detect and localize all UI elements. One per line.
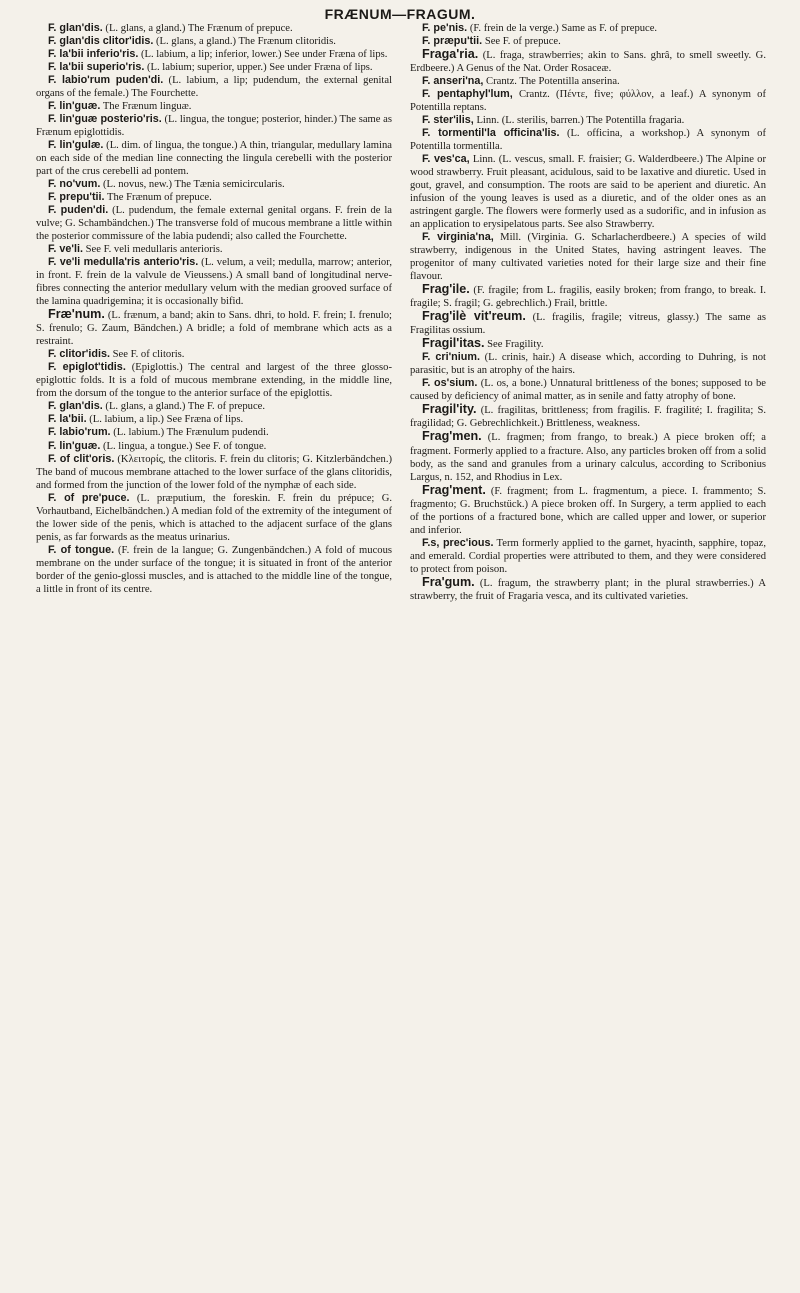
entry-definition: Mill. (Virginia. G. Scharlacherdbeere.) A species of wild strawberry, indigenous in the United States, having astringent leaves. The progenitor of many cultivated varieties noted for their large size and their fine flavour. bbox=[410, 232, 766, 283]
entry-headword: Frag'ile. bbox=[422, 282, 470, 297]
entry-headword: F. pentaphyl'lum, bbox=[422, 88, 513, 101]
entry-headword: F. lin'gulæ. bbox=[48, 139, 104, 152]
dictionary-entry bbox=[36, 426, 392, 439]
entry-definition: (Epiglottis.) The central and largest of the three glosso-epiglottic folds. It is a fold of mucous membrane extending, in the middle line, from the dorsum of the tongue to the anterior surface of the epiglottis. bbox=[36, 362, 392, 400]
entry-definition: (L. dim. of lingua, the tongue.) A thin, triangular, medullary lamina on each side of the median line connecting the lingula cerebelli with the posterior part of the crus cerebelli ad pontem. bbox=[36, 140, 392, 178]
entry-definition: (L. labium.) The Frænulum pudendi. bbox=[113, 427, 269, 439]
entry-definition: (L. velum, a veil; medulla, marrow; anterior, in front. F. frein de la valvule de Vieussens.) A small band of longitudinal nerve-fibres connecting the anterior medullary velum with the median grooved surface of the lamina quadrigemina; it is occasionally bifid. bbox=[36, 257, 392, 308]
entry-headword: Frag'ment. bbox=[422, 482, 486, 497]
entry-definition: (L. fragmen; from frango, to break.) A piece broken off; a fragment. Formerly applied to a fracture. Also, any particles broken off from a solid body, as the sand and granules from a urinary calculus, according to Scribonius Largus, n. 152, and Rhodius in Lex. bbox=[410, 432, 766, 483]
entry-definition: (L. labium, a lip; pudendum, the external genital organs of the female.) The Fourchette. bbox=[36, 75, 392, 100]
entry-headword: F. lin'guæ posterio'ris. bbox=[48, 113, 162, 126]
entry-headword: F. of tongue. bbox=[48, 543, 115, 556]
entry-headword: F. anseri'na, bbox=[422, 75, 484, 88]
entry-definition: The Frænum of prepuce. bbox=[107, 192, 212, 204]
entry-definition: (L. fragum, the strawberry plant; in the plural strawberries.) A strawberry, the fruit of Fragaria vesca, and its cultivated varieties. bbox=[410, 577, 766, 602]
dictionary-entry bbox=[410, 48, 766, 75]
entry-definition: See Fragility. bbox=[487, 339, 544, 351]
dictionary-entry bbox=[410, 231, 766, 283]
dictionary-entry bbox=[36, 308, 392, 348]
dictionary-entry bbox=[36, 139, 392, 178]
entry-definition: See F. veli medullaris anterioris. bbox=[85, 244, 223, 256]
entry-headword: Frag'men. bbox=[422, 429, 482, 444]
dictionary-entry bbox=[36, 61, 392, 74]
dictionary-entry bbox=[36, 100, 392, 113]
entry-definition: (Κλειτορίς, the clitoris. F. frein du clitoris; G. Kitzlerbändchen.) The band of mucous membrane attached to the lower surface of the glans clitoridis, and formed from the junction of the lower fold of the nymphæ of each side. bbox=[36, 453, 392, 491]
entry-definition: Crantz. (Πέντε, five; φύλλον, a leaf.) A synonym of Potentilla reptans. bbox=[410, 89, 766, 114]
dictionary-entry bbox=[36, 35, 392, 48]
entry-headword: F. no'vum. bbox=[48, 178, 101, 191]
entry-headword: F. ves'ca, bbox=[422, 153, 470, 166]
entry-headword: F. lin'guæ. bbox=[48, 100, 101, 113]
entry-definition: (L. frænum, a band; akin to Sans. dhri, to hold. F. frein; I. frenulo; S. frenulo; G. Zaum, Bändchen.) A bridle; a fold of membrane which acts as a restraint. bbox=[36, 310, 392, 348]
dictionary-entry bbox=[410, 576, 766, 603]
entry-headword: Fragil'ity. bbox=[422, 402, 477, 417]
entry-definition: (L. glans, a gland.) The F. of prepuce. bbox=[105, 401, 265, 413]
dictionary-entry bbox=[410, 88, 766, 114]
entry-definition: (L. os, a bone.) Unnatural brittleness of the bones; supposed to be caused by deficiency of animal matter, as in senile and fatty atrophy of bone. bbox=[410, 378, 766, 403]
dictionary-entry bbox=[36, 48, 392, 61]
entry-definition: (L. glans, a gland.) The Frænum of prepuce. bbox=[105, 23, 293, 34]
dictionary-entry bbox=[36, 113, 392, 139]
entry-headword: F. tormentil'la officina'lis. bbox=[422, 127, 560, 140]
dictionary-entry bbox=[410, 310, 766, 337]
entry-headword: F. præpu'tii. bbox=[422, 35, 483, 48]
entry-headword: F. labio'rum puden'di. bbox=[48, 74, 164, 87]
dictionary-entry bbox=[36, 22, 392, 35]
dictionary-entry bbox=[36, 348, 392, 361]
dictionary-entry bbox=[410, 537, 766, 576]
dictionary-entry bbox=[410, 484, 766, 537]
entry-headword: F. os'sium. bbox=[422, 377, 478, 390]
page-header: FRÆNUM—FRAGUM. bbox=[324, 6, 476, 22]
entry-definition: Linn. (L. sterilis, barren.) The Potentilla fragaria. bbox=[476, 115, 685, 127]
entry-headword: F. of pre'puce. bbox=[48, 491, 130, 504]
entry-definition: (F. fragment; from L. fragmentum, a piece. I. frammento; S. fragmento; G. Bruchstück.) A piece broken off. In Surgery, a term applied to each of the portions of a fractured bone, which are called upper and lower, or superior and inferior. bbox=[410, 485, 766, 536]
dictionary-entry bbox=[410, 22, 766, 35]
entry-headword: F. la'bii inferio'ris. bbox=[48, 48, 139, 61]
entry-definition: (L. lingua, the tongue; posterior, hinder.) The same as Frænum epiglottidis. bbox=[36, 114, 392, 139]
entry-headword: F. glan'dis clitor'idis. bbox=[48, 35, 154, 48]
entry-headword: F. ster'ilis, bbox=[422, 114, 474, 127]
entry-definition: (L. fragilis, fragile; vitreus, glassy.) The same as Fragilitas ossium. bbox=[410, 312, 766, 337]
dictionary-entry bbox=[410, 377, 766, 403]
entry-headword: Fragil'itas. bbox=[422, 336, 485, 351]
entry-definition: (F. fragile; from L. fragilis, easily broken; from frango, to break. I. fragile; S. fragil; G. gebrechlich.) Frail, brittle. bbox=[410, 285, 766, 310]
entry-definition: (L. labium, a lip.) See Fræna of lips. bbox=[89, 414, 244, 426]
dictionary-entry bbox=[410, 75, 766, 88]
entry-definition: (L. pudendum, the female external genital organs. F. frein de la vulve; G. Schambändchen.) The transverse fold of mucous membrane a little within the posterior commissure of the labia pudendi; also called the Fourchette. bbox=[36, 205, 392, 243]
entry-headword: F. virginia'na, bbox=[422, 231, 494, 244]
entry-headword: F. ve'li medulla'ris anterio'ris. bbox=[48, 256, 199, 269]
entry-definition: (L. lingua, a tongue.) See F. of tongue. bbox=[103, 440, 267, 452]
dictionary-entry bbox=[410, 153, 766, 231]
entry-headword: F. lin'guæ. bbox=[48, 439, 101, 452]
dictionary-entry bbox=[410, 403, 766, 430]
entry-headword: F. glan'dis. bbox=[48, 400, 103, 413]
entry-definition: Crantz. The Potentilla anserina. bbox=[486, 76, 620, 88]
entry-definition: See F. of prepuce. bbox=[484, 36, 561, 48]
entry-headword: F. la'bii. bbox=[48, 413, 87, 426]
entry-definition: (L. novus, new.) The Tænia semicircularis. bbox=[103, 179, 285, 191]
dictionary-entry bbox=[36, 191, 392, 204]
dictionary-entry bbox=[36, 453, 392, 492]
entry-definition: (L. fraga, strawberries; akin to Sans. ghrâ, to smell sweetly. G. Erdbeere.) A Genus of the Nat. Order Rosaceæ. bbox=[410, 50, 766, 75]
dictionary-entry bbox=[36, 243, 392, 256]
dictionary-entry bbox=[410, 351, 766, 377]
entry-definition: (F. frein de la verge.) Same as F. of prepuce. bbox=[469, 23, 658, 34]
right-column bbox=[410, 22, 766, 1280]
dictionary-entry bbox=[36, 74, 392, 100]
entry-definition: (L. præputium, the foreskin. F. frein du prépuce; G. Vorhautband, Eichelbändchen.) A median fold of the extremity of the integument of the lower side of the penis, which is attached to the adjacent surface of the glans penis, as far forwards as the meatus urinarius. bbox=[36, 492, 392, 543]
dictionary-entry bbox=[36, 440, 392, 453]
entry-headword: Fræ'num. bbox=[48, 307, 105, 322]
entry-headword: F. la'bii superio'ris. bbox=[48, 61, 145, 74]
entry-definition: (L. labium; superior, upper.) See under Fræna of lips. bbox=[147, 62, 373, 74]
dictionary-entry bbox=[36, 361, 392, 400]
left-column bbox=[36, 22, 392, 1280]
entry-headword: F. ve'li. bbox=[48, 243, 83, 256]
dictionary-entry bbox=[36, 178, 392, 191]
dictionary-entry bbox=[410, 114, 766, 127]
entry-headword: F. clitor'idis. bbox=[48, 348, 110, 361]
dictionary-entry bbox=[36, 400, 392, 413]
dictionary-entry bbox=[410, 283, 766, 310]
dictionary-entry bbox=[410, 430, 766, 483]
entry-definition: (L. crinis, hair.) A disease which, according to Duhring, is not parasitic, but is an atrophy of the hairs. bbox=[410, 352, 766, 377]
entry-headword: Fra'gum. bbox=[422, 574, 475, 589]
entry-headword: F.s, prec'ious. bbox=[422, 536, 494, 549]
entry-definition: Term formerly applied to the garnet, hyacinth, sapphire, topaz, and emerald. Cordial properties were attributed to them, and they were considered to protect from poison. bbox=[410, 537, 766, 575]
entry-definition: (L. fragilitas, brittleness; from fragilis. F. fragilité; I. fragilita; S. fragilidad; G. Gebrechlichkeit.) Brittleness, weakness. bbox=[410, 405, 766, 430]
entry-headword: F. labio'rum. bbox=[48, 426, 111, 439]
entry-definition: Linn. (L. vescus, small. F. fraisier; G. Walderdbeere.) The Alpine or wood strawberry. Fruit pleasant, acidulous, said to be laxative and diuretic. Used in gout, gravel, and consumption. The roots are said to be aperient and diuretic. An infusion of the young leaves is used as a diuretic, and of the older ones as an astringent gargle. The flowers were formerly used as a sudorific, and in infusion as an application to erysipelatous parts. See also Strawberry. bbox=[410, 154, 766, 231]
entry-headword: F. of clit'oris. bbox=[48, 452, 115, 465]
entry-headword: Frag'ilè vit'reum. bbox=[422, 309, 526, 324]
entry-headword: F. pe'nis. bbox=[422, 22, 468, 34]
entry-definition: (F. frein de la langue; G. Zungenbändchen.) A fold of mucous membrane on the under surface of the tongue; it is situated in front of the anterior border of the genio-glossi muscles, and is attached to the middle line of the tongue, a little in front of its centre. bbox=[36, 544, 392, 595]
entry-definition: The Frænum linguæ. bbox=[102, 101, 192, 113]
entry-headword: F. puden'di. bbox=[48, 204, 109, 217]
columns bbox=[36, 22, 766, 1280]
entry-definition: (L. officina, a workshop.) A synonym of Potentilla tormentilla. bbox=[410, 128, 766, 153]
entry-definition: See F. of clitoris. bbox=[112, 349, 185, 361]
dictionary-entry bbox=[410, 337, 766, 351]
entry-headword: F. cri'nium. bbox=[422, 351, 480, 364]
entry-definition: (L. glans, a gland.) The Frænum clitoridis. bbox=[155, 36, 336, 48]
dictionary-entry bbox=[36, 256, 392, 308]
dictionary-entry bbox=[410, 127, 766, 153]
dictionary-entry bbox=[36, 544, 392, 596]
entry-headword: F. prepu'tii. bbox=[48, 191, 105, 204]
entry-headword: F. glan'dis. bbox=[48, 22, 103, 34]
dictionary-entry bbox=[36, 204, 392, 243]
entry-definition: (L. labium, a lip; inferior, lower.) See under Fræna of lips. bbox=[141, 49, 388, 61]
dictionary-entry bbox=[36, 492, 392, 544]
entry-headword: Fraga'ria. bbox=[422, 47, 479, 62]
dictionary-entry bbox=[36, 413, 392, 426]
entry-headword: F. epiglot'tidis. bbox=[48, 361, 126, 374]
